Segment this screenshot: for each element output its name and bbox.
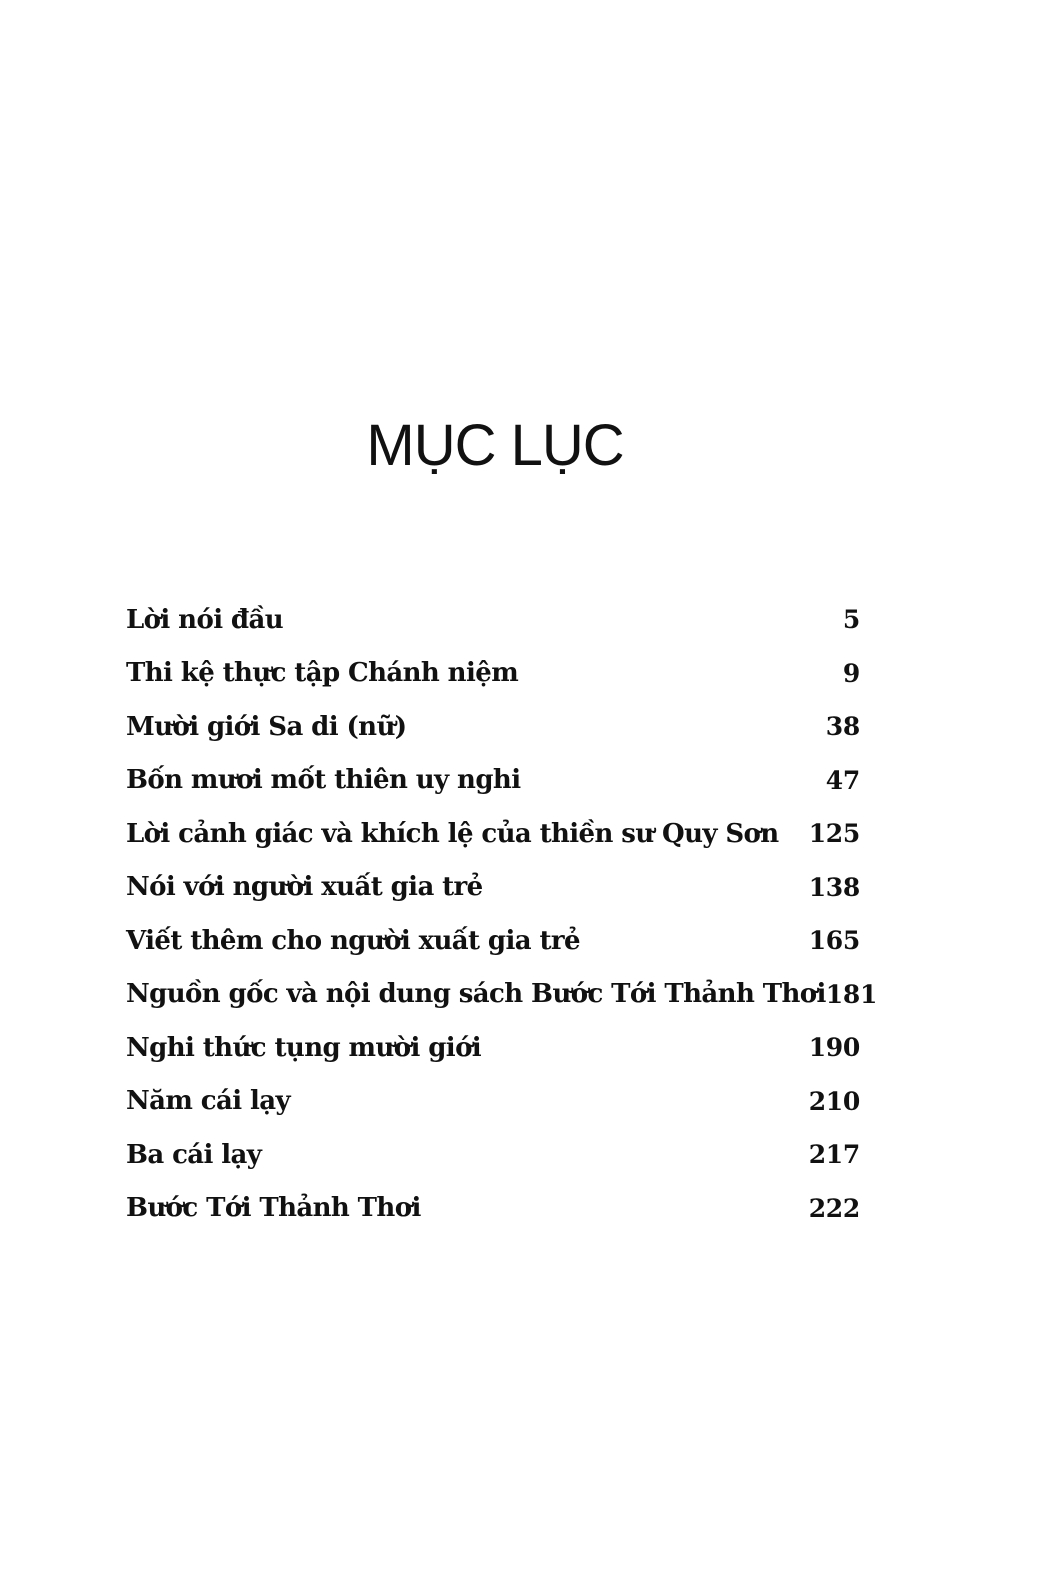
toc-entry bbox=[126, 861, 860, 915]
toc-entry bbox=[126, 914, 860, 968]
toc-entry-title: Thi kệ thực tập Chánh niệm bbox=[126, 658, 519, 689]
toc-entry bbox=[126, 647, 860, 701]
toc-entry bbox=[126, 700, 860, 754]
toc-entry-title: Ba cái lạy bbox=[126, 1139, 262, 1170]
toc-entry-page: 125 bbox=[808, 819, 860, 849]
toc-entry-title: Nguồn gốc và nội dung sách Bước Tới Thảnh Thơi bbox=[126, 979, 826, 1010]
toc-entry-title: Viết thêm cho người xuất gia trẻ bbox=[126, 925, 580, 956]
toc-entry-page: 9 bbox=[842, 658, 860, 688]
toc-entry-page: 165 bbox=[808, 926, 860, 956]
toc-entry-page: 217 bbox=[808, 1140, 860, 1170]
toc-entry bbox=[126, 1128, 860, 1182]
toc-entry-title: Nghi thức tụng mười giới bbox=[126, 1032, 482, 1063]
toc-entry-title: Nói với người xuất gia trẻ bbox=[126, 872, 483, 903]
toc-entry-page: 222 bbox=[808, 1193, 860, 1223]
toc-entry-title: Lời cảnh giác và khích lệ của thiền sư Quy Sơn bbox=[126, 818, 779, 849]
toc-entry-page: 190 bbox=[808, 1033, 860, 1063]
toc-entry bbox=[126, 968, 878, 1022]
toc-entry bbox=[126, 1182, 860, 1236]
toc-entry bbox=[126, 754, 860, 808]
toc-entry-page: 181 bbox=[825, 979, 878, 1009]
table-of-contents bbox=[126, 593, 878, 1235]
toc-entry-title: Mười giới Sa di (nữ) bbox=[126, 711, 407, 742]
toc-entry bbox=[126, 1021, 860, 1075]
toc-entry-page: 38 bbox=[825, 712, 860, 742]
toc-entry bbox=[126, 593, 860, 647]
toc-entry-title: Lời nói đầu bbox=[126, 604, 284, 635]
toc-entry-page: 47 bbox=[825, 765, 860, 795]
toc-entry-page: 5 bbox=[842, 605, 860, 635]
toc-entry-title: Năm cái lạy bbox=[126, 1086, 291, 1117]
page-title: MỤC LỤC bbox=[366, 413, 624, 478]
toc-entry bbox=[126, 1075, 860, 1129]
toc-entry-title: Bước Tới Thảnh Thơi bbox=[126, 1193, 421, 1224]
toc-entry bbox=[126, 807, 860, 861]
toc-entry-page: 138 bbox=[808, 872, 860, 902]
toc-entry-page: 210 bbox=[808, 1086, 860, 1116]
toc-entry-title: Bốn mươi mốt thiên uy nghi bbox=[126, 765, 521, 796]
